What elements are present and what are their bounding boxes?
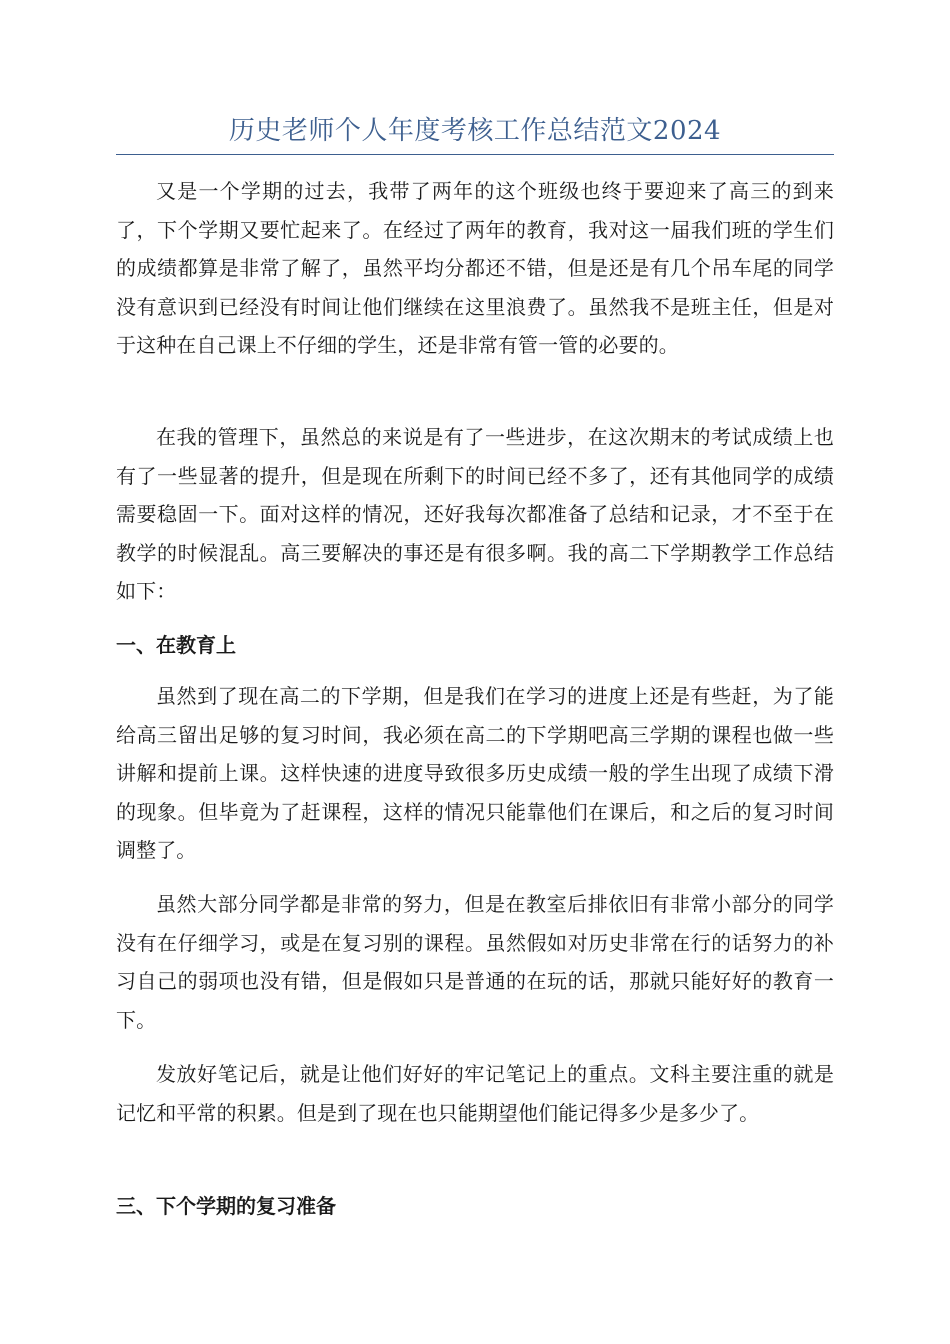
title-underline xyxy=(116,154,834,155)
paragraph-students: 虽然大部分同学都是非常的努力，但是在教室后排依旧有非常小部分的同学没有在仔细学习，或是在复习别的课程。虽然假如对历史非常在行的话努力的补习自己的弱项也没有错，但是假如只是普通的在玩的话，那就只能好好的教育一下。 xyxy=(116,892,834,1032)
document-title: 历史老师个人年度考核工作总结范文2024 xyxy=(228,116,722,146)
paragraph-management: 在我的管理下，虽然总的来说是有了一些进步，在这次期末的考试成绩上也有了一些显著的提升，但是现在所剩下的时间已经不多了，还有其他同学的成绩需要稳固一下。面对这样的情况，还好我每次都准备了总结和记录，才不至于在教学的时候混乱。高三要解决的事还是有很多啊。我的高二下学期教学工作总结如下： xyxy=(116,425,834,603)
paragraph-progress: 虽然到了现在高二的下学期，但是我们在学习的进度上还是有些赶，为了能给高三留出足够的复习时间，我必须在高二的下学期吧高三学期的课程也做一些讲解和提前上课。这样快速的进度导致很多历史成绩一般的学生出现了成绩下滑的现象。但毕竟为了赶课程，这样的情况只能靠他们在课后，和之后的复习时间调整了。 xyxy=(116,684,834,862)
paragraph-intro: 又是一个学期的过去，我带了两年的这个班级也终于要迎来了高三的到来了，下个学期又要忙起来了。在经过了两年的教育，我对这一届我们班的学生们的成绩都算是非常了解了，虽然平均分都还不错，但是还是有几个吊车尾的同学没有意识到已经没有时间让他们继续在这里浪费了。虽然我不是班主任，但是对于这种在自己课上不仔细的学生，还是非常有管一管的必要的。 xyxy=(116,179,834,357)
document-page xyxy=(116,0,834,1218)
paragraph-notes: 发放好笔记后，就是让他们好好的牢记笔记上的重点。文科主要注重的就是记忆和平常的积累。但是到了现在也只能期望他们能记得多少是多少了。 xyxy=(116,1062,834,1125)
section-heading-education: 一、在教育上 xyxy=(116,633,236,657)
section-heading-review: 三、下个学期的复习准备 xyxy=(116,1194,336,1218)
